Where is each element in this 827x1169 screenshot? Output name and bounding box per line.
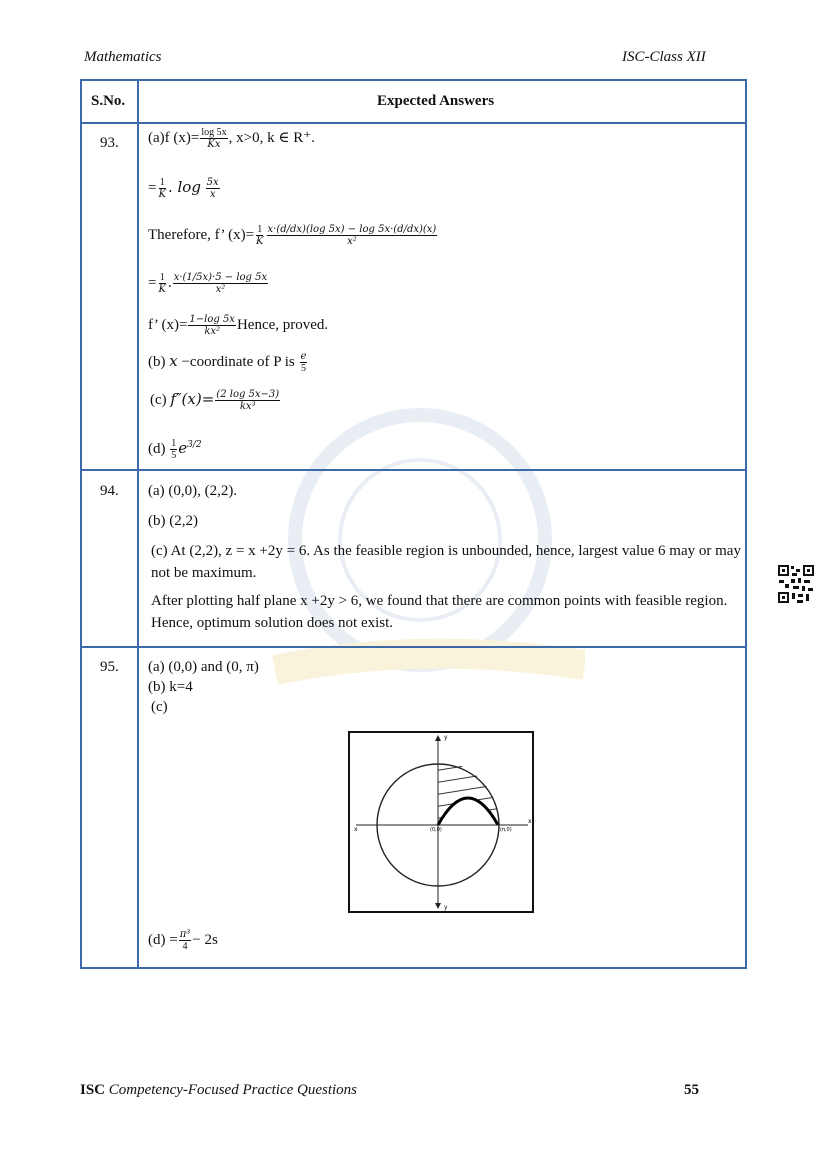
label-x-right: x [528,818,532,825]
column-divider [137,81,139,967]
label-origin: (0,0) [430,827,442,833]
answer-95 [148,657,742,717]
answer-93 [148,81,742,469]
question-number-94: 94. [100,483,119,499]
answer-95-a: (a) (0,0) and (0, π) [148,659,259,675]
answer-94-a: (a) (0,0), (2,2). [148,483,238,499]
answer-93-line4: = $\frac{1}{K}$ . $\frac{x\cdot(1/5x)\cdot 5 - \log 5x}{\text{x²}}$ [148,272,268,295]
answer-93-line3: Therefore, f’ (x)= $\frac{1}{K}$ $\frac{x\cdot(d/dx)(\log 5x) - \log 5x\cdot(d/dx)(x)}{\text{x²}}$ [148,224,437,247]
answer-93-d: (d) $\frac{1}{5}$ $e^{3/2}$ [148,438,202,462]
row-divider [82,646,745,648]
class-header: ISC-Class XII [622,49,706,65]
label-x-left: x [354,826,358,833]
footer-subtitle: Competency-Focused Practice Questions [108,1082,358,1098]
question-number-95: 95. [100,659,119,675]
column-header-answers: Expected Answers [377,93,495,109]
answer-94-c: (c) At (2,2), z = x +2y = 6. As the feasible region is unbounded, hence, largest value 6 may or may not be maximum. [151,543,741,581]
row-divider [82,469,745,471]
footer-title [80,1082,357,1099]
page-number: 55 [684,1082,699,1098]
label-y-bottom: y [444,904,448,911]
qr-code-icon [777,564,815,604]
footer-brand: ISC [80,1082,106,1098]
answer-93-c: (c) f″(x)= $\frac{(2 \log 5x-3)}{\text{kx³}}$ [150,389,280,413]
answer-93-b: (b) x −coordinate of P is $\frac{e}{5}$ [148,351,307,375]
answer-94 [148,481,742,634]
answer-95-b: (b) k=4 [148,679,193,695]
answer-93-line5: f’ (x)= $\frac{1-\log 5x}{\text{kx²}}$ Hence, proved. [148,314,329,337]
question-number-93: 93. [100,135,119,151]
label-pi: (π,0) [500,827,512,833]
answer-95-c: (c) [151,699,168,715]
answer-94-c2: After plotting half plane x +2y > 6, we found that there are common points with feasible region. Hence, optimum solution does not exist. [151,593,728,631]
region-diagram [348,731,534,913]
answer-93-a: (a)f (x)= $\frac{\log 5x}{Kx}$ , x>0, k ∈ R⁺. [148,127,315,150]
subject-header: Mathematics [84,49,162,65]
answer-93-line2: = $\frac{1}{K}$ . log $\frac{5x}{x}$ [148,177,219,201]
column-header-sno: S.No. [91,93,126,109]
label-y-top: y [444,734,448,741]
answer-95-d: (d) = $\frac{\text{π³}}{4}$ − 2s [148,929,218,952]
answer-94-b: (b) (2,2) [148,513,198,529]
